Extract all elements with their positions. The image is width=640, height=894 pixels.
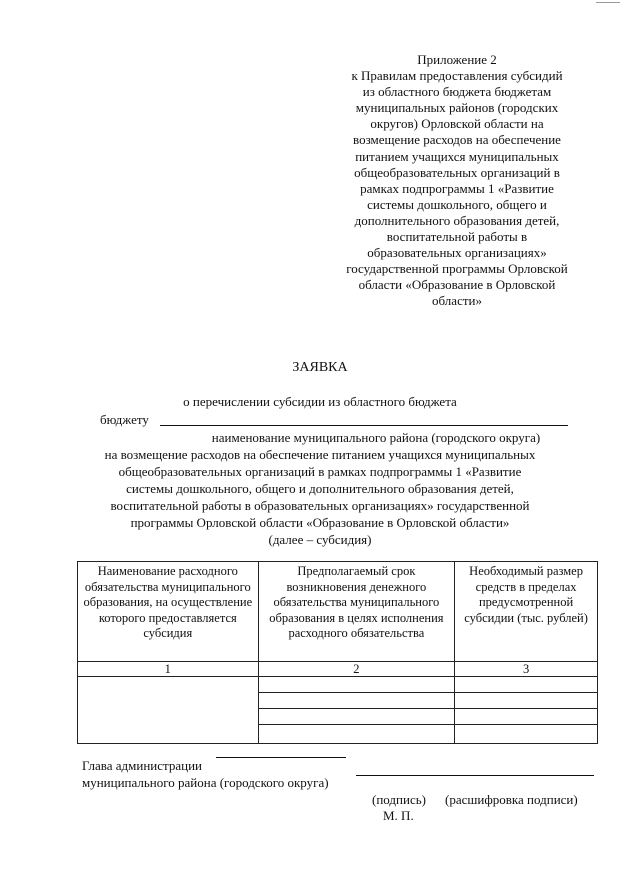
appendix-line: образовательных организациях» (367, 245, 547, 261)
signature-decode-hint: (расшифровка подписи) (445, 792, 578, 807)
page-corner-mark (596, 0, 620, 3)
amount-subrow[interactable] (455, 709, 597, 725)
budget-label: бюджету (100, 412, 149, 427)
signature-hint: (подпись) (372, 792, 426, 807)
appendix-line: рамках подпрограммы 1 «Развитие (360, 180, 554, 196)
request-table (77, 561, 598, 744)
appendix-line: питанием учащихся муниципальных (355, 148, 559, 164)
cell-expected-term (258, 677, 455, 744)
appendix-line: государственной программы Орловской (346, 261, 568, 277)
budget-hint: наименование муниципального района (городского округа) (211, 430, 541, 445)
head-name-field[interactable] (216, 757, 346, 758)
appendix-line: общеобразовательных организаций в (354, 164, 560, 180)
purpose-line: системы дошкольного, общего и дополнительного образования детей, (126, 481, 514, 496)
column-number: 1 (78, 662, 259, 677)
appendix-line: системы дошкольного, общего и (367, 196, 547, 212)
appendix-line: возмещение расходов на обеспечение (353, 132, 561, 148)
document-title: ЗАЯВКА (292, 360, 348, 375)
appendix-block (318, 52, 596, 310)
header-expense-obligation: Наименование расходного обязательства муниципального образования, на осуществление которого предоставляется субсидия (78, 562, 259, 662)
purpose-line: программы Орловской области «Образование в Орловской области» (130, 515, 510, 530)
signature-head-label: Глава администрации (82, 758, 203, 773)
appendix-line: воспитательной работы в (386, 229, 528, 245)
amount-subrow[interactable] (455, 677, 597, 693)
document-subtitle: о перечислении субсидии из областного бюджета (183, 394, 457, 409)
appendix-line: области «Образование в Орловской (358, 277, 556, 293)
signature-field[interactable] (356, 775, 594, 776)
purpose-line: (далее – субсидия) (268, 532, 372, 547)
cell-required-amount (455, 677, 598, 744)
header-expected-term: Предполагаемый срок возникновения денежного обязательства муниципального образования в целях исполнения расходного обязательства (258, 562, 455, 662)
amount-subrow[interactable] (455, 693, 597, 709)
purpose-line: на возмещение расходов на обеспечение питанием учащихся муниципальных (104, 447, 536, 462)
term-subrow[interactable] (259, 709, 455, 725)
budget-name-field[interactable] (160, 425, 568, 426)
appendix-line: муниципальных районов (городских (355, 100, 559, 116)
appendix-line: к Правилам предоставления субсидий (351, 68, 563, 84)
stamp-label: М. П. (383, 808, 414, 823)
term-subrow[interactable] (259, 725, 455, 741)
term-subrow[interactable] (259, 677, 455, 693)
term-subrow[interactable] (259, 693, 455, 709)
column-number: 3 (455, 662, 598, 677)
appendix-line: из областного бюджета бюджетам (362, 84, 552, 100)
amount-subrow[interactable] (455, 725, 597, 741)
cell-expense-obligation[interactable] (78, 677, 259, 744)
header-required-amount: Необходимый размер средств в пределах предусмотренной субсидии (тыс. рублей) (455, 562, 598, 662)
appendix-line: округов) Орловской области на (370, 116, 544, 132)
signature-district-label: муниципального района (городского округа) (82, 775, 329, 790)
purpose-line: общеобразовательных организаций в рамках подпрограммы 1 «Развитие (118, 464, 522, 479)
purpose-line: воспитательной работы в образовательных организациях» государственной (110, 498, 530, 513)
column-number: 2 (258, 662, 455, 677)
appendix-line: дополнительного образования детей, (354, 212, 560, 228)
appendix-line: области» (432, 293, 482, 309)
appendix-line: Приложение 2 (417, 52, 497, 67)
